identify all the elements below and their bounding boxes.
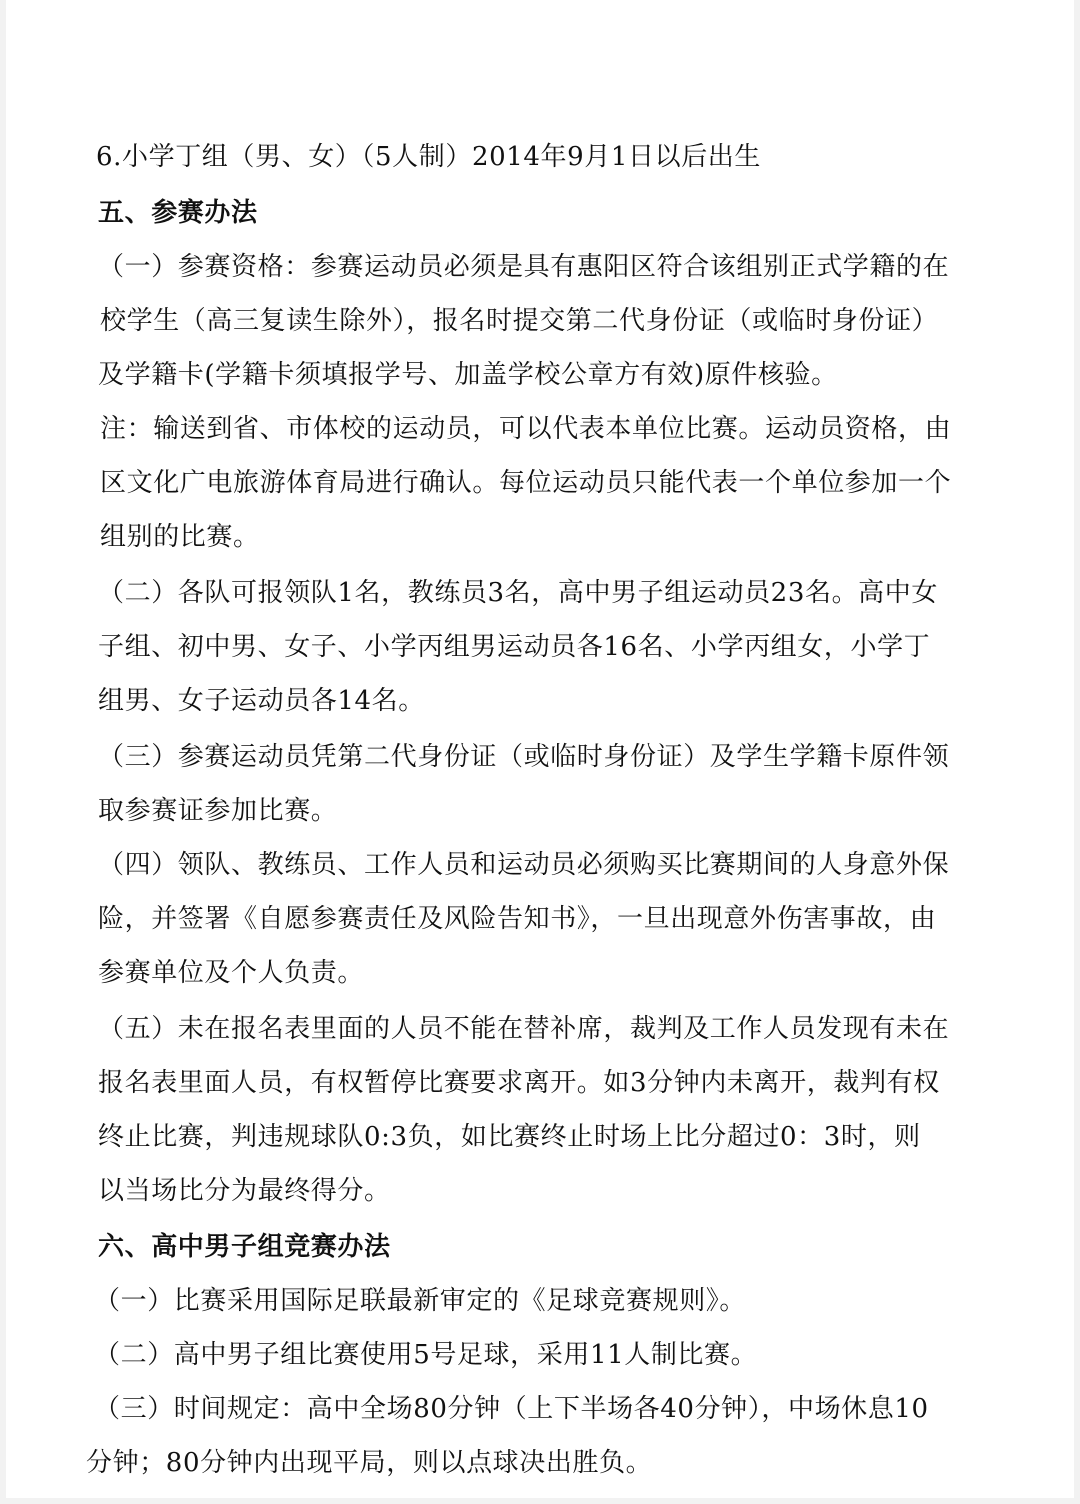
note-line: 区文化广电旅游体育局进行确认。每位运动员只能代表一个单位参加一个	[100, 468, 952, 498]
paragraph-line: （四）领队、教练员、工作人员和运动员必须购买比赛期间的人身意外保	[98, 850, 950, 880]
paragraph-line: 校学生（高三复读生除外），报名时提交第二代身份证（或临时身份证）	[100, 306, 939, 336]
paragraph-line: 及学籍卡(学籍卡须填报学号、加盖学校公章方有效)原件核验。	[98, 360, 838, 390]
paragraph-line: 终止比赛，判违规球队0:3负，如比赛终止时场上比分超过0：3时，则	[98, 1122, 921, 1152]
note-line: 组别的比赛。	[100, 522, 260, 552]
paragraph-line: （一）参赛资格：参赛运动员必须是具有惠阳区符合该组别正式学籍的在	[98, 252, 950, 282]
document-page	[6, 0, 1074, 1498]
section-heading-5: 五、参赛办法	[98, 198, 258, 228]
paragraph-line: （三）时间规定：高中全场80分钟（上下半场各40分钟），中场休息10	[94, 1394, 929, 1424]
paragraph-line: （五）未在报名表里面的人员不能在替补席，裁判及工作人员发现有未在	[98, 1014, 950, 1044]
note-line: 注：输送到省、市体校的运动员，可以代表本单位比赛。运动员资格，由	[100, 414, 952, 444]
paragraph-line: 取参赛证参加比赛。	[98, 796, 338, 826]
paragraph-line: 子组、初中男、女子、小学丙组男运动员各16名、小学丙组女，小学丁	[98, 632, 931, 662]
paragraph-line: 分钟；80分钟内出现平局，则以点球决出胜负。	[86, 1448, 653, 1478]
paragraph-line: （二）高中男子组比赛使用5号足球，采用11人制比赛。	[94, 1340, 758, 1370]
paragraph-line: 险，并签署《自愿参赛责任及风险告知书》，一旦出现意外伤害事故，由	[98, 904, 937, 934]
paragraph-line: 以当场比分为最终得分。	[98, 1176, 391, 1206]
paragraph-line: （二）各队可报领队1名，教练员3名，高中男子组运动员23名。高中女	[98, 578, 938, 608]
section-heading-6: 六、高中男子组竞赛办法	[98, 1232, 391, 1262]
age-group-line-6: 6.小学丁组（男、女）（5人制）2014年9月1日以后出生	[96, 142, 762, 172]
paragraph-line: 参赛单位及个人负责。	[98, 958, 365, 988]
paragraph-line: 组男、女子运动员各14名。	[98, 686, 425, 716]
paragraph-line: （三）参赛运动员凭第二代身份证（或临时身份证）及学生学籍卡原件领	[98, 742, 950, 772]
paragraph-line: （一）比赛采用国际足联最新审定的《足球竞赛规则》。	[94, 1286, 747, 1316]
paragraph-line: 报名表里面人员，有权暂停比赛要求离开。如3分钟内未离开，裁判有权	[98, 1068, 940, 1098]
